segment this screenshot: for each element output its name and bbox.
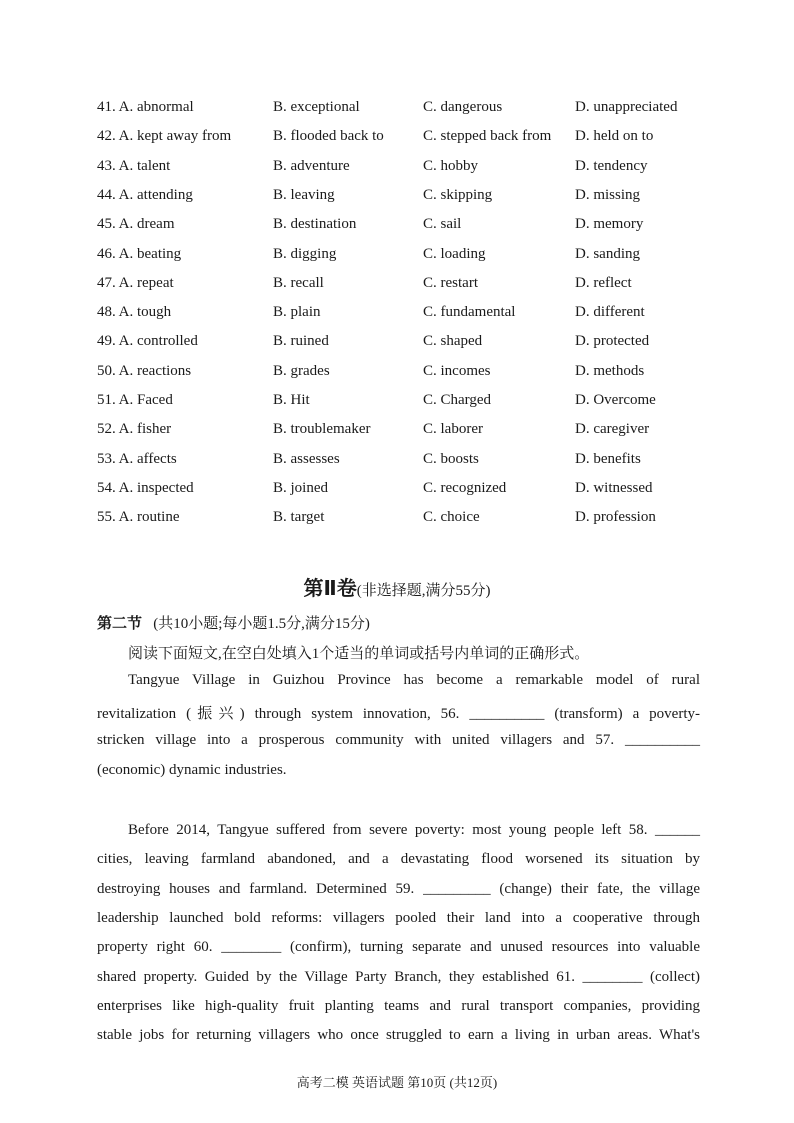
option-c: C. boosts — [423, 450, 479, 467]
option-a: 44. A. attending — [97, 186, 193, 203]
option-b: B. Hit — [273, 392, 310, 408]
option-c: C. skipping — [423, 186, 493, 203]
question-row — [0, 128, 794, 152]
part-title — [0, 572, 794, 601]
section-header — [97, 612, 370, 633]
question-row — [0, 187, 794, 211]
option-c: C. recognized — [423, 479, 507, 496]
option-b: B. target — [273, 509, 325, 526]
option-c: C. loading — [423, 245, 486, 262]
option-c: C. shaped — [423, 333, 483, 350]
option-c: C. restart — [423, 274, 478, 291]
option-a: 54. A. inspected — [97, 479, 194, 496]
passage-line: Before 2014, Tangyue suffered from severe poverty: most young people left 58. ______ — [128, 822, 700, 838]
option-a: 42. A. kept away from — [97, 128, 232, 145]
option-d: D. Overcome — [575, 392, 656, 408]
option-d: D. missing — [575, 186, 641, 203]
option-d: D. sanding — [575, 245, 640, 262]
question-row — [0, 480, 794, 504]
option-a: 51. A. Faced — [97, 392, 173, 408]
option-c: C. dangerous — [423, 99, 503, 115]
passage-line: revitalization (振兴) through system innovation, 56. __________ (transform) a poverty- — [97, 706, 700, 722]
option-b: B. grades — [273, 362, 330, 379]
option-b: B. digging — [273, 245, 337, 262]
option-b: B. ruined — [273, 333, 329, 350]
option-d: D. unappreciated — [575, 99, 678, 115]
question-row — [0, 304, 794, 328]
option-c: C. stepped back from — [423, 128, 552, 145]
question-row — [0, 216, 794, 240]
option-a: 45. A. dream — [97, 216, 175, 233]
option-b: B. troublemaker — [273, 421, 371, 438]
question-row — [0, 158, 794, 182]
passage-line: (economic) dynamic industries. — [97, 762, 287, 778]
option-d: D. witnessed — [575, 479, 653, 496]
passage-line: property right 60. ________ (confirm), turning separate and unused resources into valuable — [97, 939, 700, 955]
option-b: B. assesses — [273, 450, 340, 467]
passage-line: Tangyue Village in Guizhou Province has become a remarkable model of rural — [128, 672, 700, 688]
option-a: 49. A. controlled — [97, 333, 198, 350]
option-c: C. hobby — [423, 157, 479, 174]
page-footer: 高考二模 英语试题 第10页 (共12页) — [296, 1075, 498, 1090]
option-a: 46. A. beating — [97, 245, 182, 262]
option-d: D. protected — [575, 333, 650, 350]
question-row — [0, 99, 794, 123]
passage-line: stable jobs for returning villagers who once struggled to earn a living in urban areas. What's — [97, 1027, 700, 1043]
question-row — [0, 392, 794, 416]
option-b: B. joined — [273, 479, 328, 496]
part-title-main: 第Ⅱ卷 — [303, 576, 357, 600]
option-d: D. caregiver — [575, 421, 650, 438]
option-d: D. reflect — [575, 274, 632, 291]
option-b: B. leaving — [273, 186, 335, 203]
option-d: D. methods — [575, 362, 645, 379]
option-b: B. flooded back to — [273, 128, 384, 145]
question-row — [0, 246, 794, 270]
option-b: B. plain — [273, 304, 321, 321]
question-row — [0, 421, 794, 445]
passage-line: enterprises like high-quality fruit planting teams and rural transport companies, providing — [97, 998, 700, 1014]
option-b: B. destination — [273, 216, 357, 233]
question-row — [0, 275, 794, 299]
question-row — [0, 333, 794, 357]
option-c: C. sail — [423, 216, 462, 233]
question-row — [0, 509, 794, 533]
option-c: C. laborer — [423, 421, 483, 438]
option-a: 47. A. repeat — [97, 274, 174, 291]
question-row — [0, 363, 794, 387]
instruction: 阅读下面短文,在空白处填入1个适当的单词或括号内单词的正确形式。 — [128, 646, 590, 662]
option-b: B. exceptional — [273, 99, 360, 115]
question-row — [0, 451, 794, 475]
option-b: B. adventure — [273, 157, 350, 174]
option-d: D. benefits — [575, 450, 641, 467]
option-a: 50. A. reactions — [97, 362, 192, 379]
section-desc: (共10小题;每小题1.5分,满分15分) — [153, 616, 370, 632]
passage-line: destroying houses and farmland. Determined 59. _________ (change) their fate, the village — [97, 881, 700, 897]
section-name: 第二节 — [97, 616, 143, 632]
option-c: C. choice — [423, 509, 480, 526]
option-d: D. memory — [575, 216, 644, 233]
option-a: 48. A. tough — [97, 304, 172, 321]
option-c: C. Charged — [423, 392, 492, 408]
option-d: D. tendency — [575, 157, 648, 174]
option-a: 43. A. talent — [97, 157, 171, 174]
option-c: C. fundamental — [423, 304, 516, 321]
passage-line: shared property. Guided by the Village Party Branch, they established 61. ________ (collect) — [97, 969, 700, 985]
option-b: B. recall — [273, 274, 324, 291]
option-a: 41. A. abnormal — [97, 99, 194, 115]
option-d: D. different — [575, 304, 645, 321]
part-title-sub: (非选择题,满分55分) — [356, 583, 491, 599]
option-d: D. profession — [575, 509, 656, 526]
option-a: 52. A. fisher — [97, 421, 172, 438]
passage-line: stricken village into a prosperous community with united villagers and 57. __________ — [97, 732, 700, 748]
option-a: 55. A. routine — [97, 509, 180, 526]
option-c: C. incomes — [423, 362, 491, 379]
option-d: D. held on to — [575, 128, 654, 145]
option-a: 53. A. affects — [97, 450, 177, 467]
passage-line: leadership launched bold reforms: villagers pooled their land into a cooperative through — [97, 910, 700, 926]
passage-line: cities, leaving farmland abandoned, and a devastating flood worsened its situation by — [97, 851, 700, 867]
